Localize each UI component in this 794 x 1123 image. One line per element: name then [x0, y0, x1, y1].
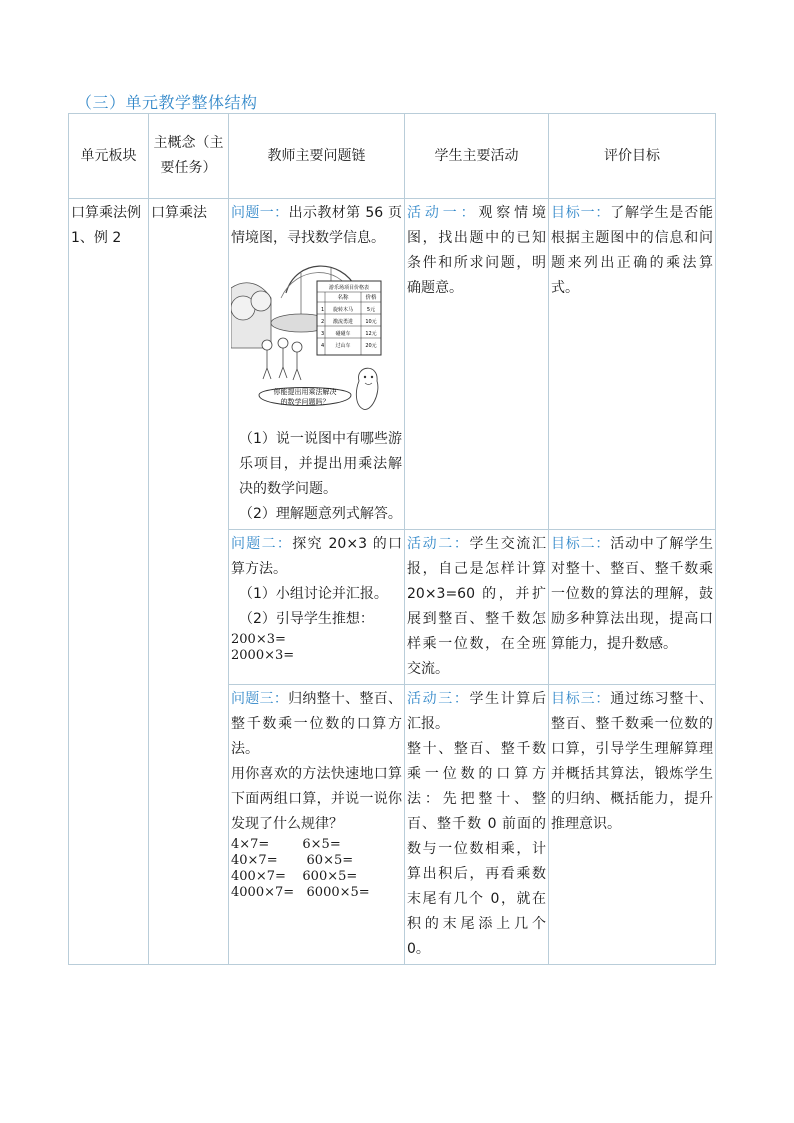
activity-label: 活动一：	[407, 205, 479, 221]
teacher-question-1	[229, 199, 405, 530]
activity-extra: 整十、整百、整千数乘一位数的口算方法：先把整十、整百、整千数 0 前面的数与一位数相乘，计算出积后，再看乘数末尾有几个 0，就在积的末尾添上几个 0。	[407, 741, 546, 957]
header-teacher-chain: 教师主要问题链	[229, 114, 405, 199]
question-sub-1: （1）说一说图中有哪些游乐项目，并提出用乘法解决的数学问题。	[239, 431, 402, 497]
unit-structure-table	[68, 113, 716, 965]
activity-text: 学生交流汇报，自己是怎样计算 20×3=60 的，并扩展到整百、整千数怎样乘一位数，在全班交流。	[407, 536, 546, 677]
goal-text: 了解学生是否能根据主题图中的信息和问题来列出正确的乘法算式。	[551, 205, 714, 296]
price-board-col-price: 价格	[365, 295, 377, 301]
goal-text: 活动中了解学生对整十、整百、整千数乘一位数的算法的理解，鼓励多种算法出现，提高口算能力，提升数感。	[551, 536, 714, 652]
question-extra: 用你喜欢的方法快速地口算下面两组口算，并说一说你发现了什么规律？	[231, 766, 402, 832]
svg-text:碰碰车: 碰碰车	[335, 331, 351, 337]
activity-text: 学生计算后汇报。	[407, 691, 546, 732]
question-text: 探究 20×3 的口算方法。	[231, 536, 403, 577]
question-text: 出示教材第 56 页情境图，寻找数学信息。	[231, 205, 403, 246]
svg-text:3: 3	[321, 331, 325, 337]
equation-list: 4×7= 6×5= 40×7= 60×5= 400×7= 600×5= 4000×7= 6000×5=	[231, 837, 370, 900]
svg-text:旋转木马: 旋转木马	[332, 307, 354, 313]
price-board-col-name: 名称	[337, 295, 349, 301]
price-board-title: 游乐场项目价格表	[328, 285, 370, 291]
student-activity-1	[405, 199, 549, 530]
goal-label: 目标二：	[551, 536, 611, 552]
teacher-question-3	[229, 685, 405, 965]
activity-label: 活动三：	[407, 691, 470, 707]
svg-text:1: 1	[321, 307, 325, 313]
goal-text: 通过练习整十、整百、整千数乘一位数的口算，引导学生理解算理并概括其算法，锻炼学生的归纳、概括能力，提升推理意识。	[551, 691, 714, 832]
svg-text:5元: 5元	[366, 307, 376, 313]
unit-block-cell: 口算乘法例 1、例 2	[69, 199, 149, 965]
header-unit-block: 单元板块	[69, 114, 149, 199]
question-sub-1: （1）小组讨论并汇报。	[239, 586, 388, 602]
header-student-activities: 学生主要活动	[405, 114, 549, 199]
activity-label: 活动二：	[407, 536, 470, 552]
evaluation-goal-2	[549, 530, 716, 685]
goal-label: 目标一：	[551, 205, 611, 221]
question-text: 归纳整十、整百、整千数乘一位数的口算方法。	[231, 691, 403, 757]
main-concept-cell: 口算乘法	[149, 199, 229, 965]
question-label: 问题二：	[231, 536, 293, 552]
svg-text:12元: 12元	[365, 331, 377, 337]
student-activity-3	[405, 685, 549, 965]
evaluation-goal-3	[549, 685, 716, 965]
question-sub-2: （2）引导学生推想：	[239, 611, 374, 627]
amusement-park-illustration	[231, 253, 391, 423]
svg-text:4: 4	[321, 343, 325, 349]
speech-bubble-line-1: 你能提出用乘法解决	[273, 388, 337, 396]
svg-text:过山车: 过山车	[335, 343, 351, 349]
activity-text: 观察情境图，找出题中的已知条件和所求问题，明确题意。	[407, 205, 547, 296]
question-label: 问题三：	[231, 691, 289, 707]
question-label: 问题一：	[231, 205, 289, 221]
evaluation-goal-1	[549, 199, 716, 530]
header-main-concept: 主概念（主要任务）	[149, 114, 229, 199]
header-evaluation: 评价目标	[549, 114, 716, 199]
table-header-row	[69, 114, 716, 199]
svg-text:10元: 10元	[365, 319, 377, 325]
svg-text:激流勇进: 激流勇进	[332, 319, 354, 325]
question-sub-2: （2）理解题意列式解答。	[239, 506, 402, 522]
student-activity-2	[405, 530, 549, 685]
svg-text:2: 2	[321, 319, 325, 325]
speech-bubble-line-2: 的数学问题吗？	[280, 398, 330, 406]
teacher-question-2	[229, 530, 405, 685]
goal-label: 目标三：	[551, 691, 611, 707]
section-title: （三）单元教学整体结构	[76, 93, 258, 112]
equation-list: 200×3= 2000×3=	[231, 632, 295, 663]
svg-text:20元: 20元	[365, 343, 377, 349]
table-row	[69, 199, 716, 530]
